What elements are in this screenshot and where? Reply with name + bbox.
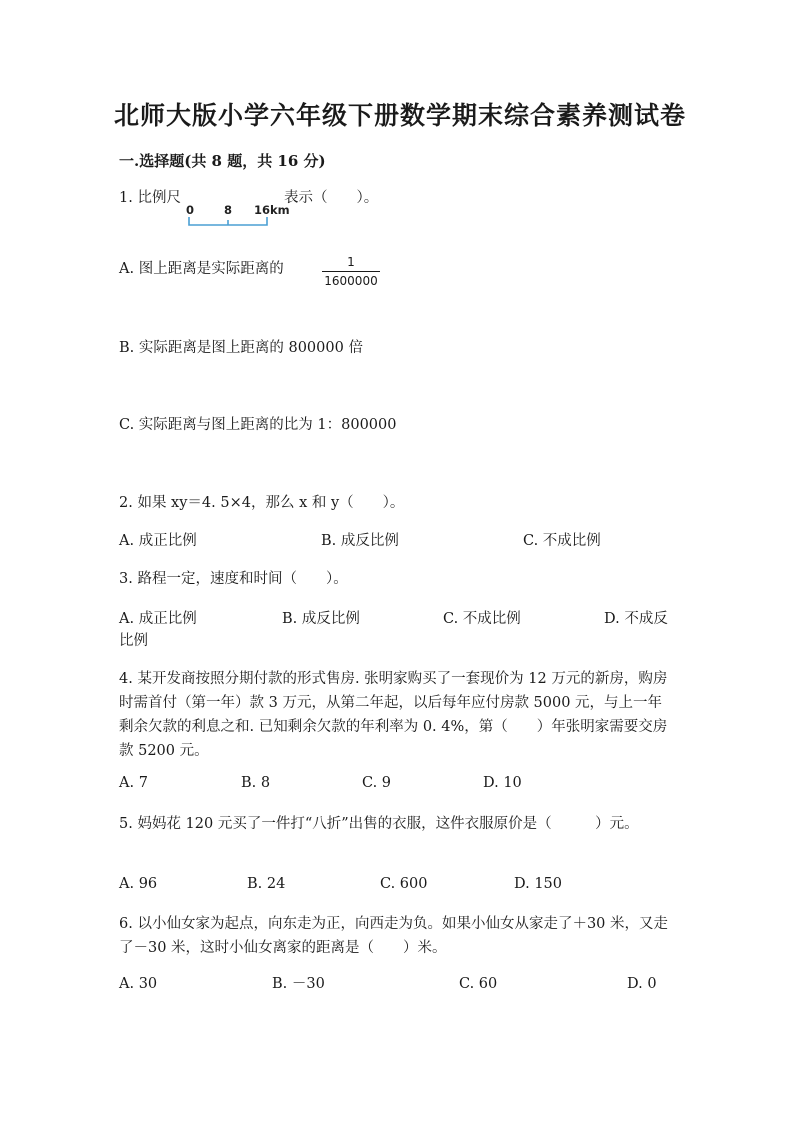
q6-option-c: C. 60 — [459, 976, 498, 992]
q5-option-c: C. 600 — [380, 876, 428, 892]
page-title: 北师大版小学六年级下册数学期末综合素养测试卷 — [113, 101, 686, 130]
fraction-numerator: 1 — [347, 255, 355, 269]
q1-stem-suffix: 表示（ ）。 — [284, 190, 379, 206]
q3-option-d-wrap: 比例 — [119, 633, 148, 649]
q5-option-b: B. 24 — [247, 876, 286, 892]
q3-stem: 3. 路程一定，速度和时间（ ）。 — [119, 571, 348, 587]
q4-option-a: A. 7 — [119, 775, 148, 791]
scale-label-0: 0 — [186, 203, 195, 217]
scale-bar-line — [186, 203, 286, 233]
q3-option-b: B. 成反比例 — [282, 611, 360, 627]
q4-option-d: D. 10 — [483, 775, 522, 791]
q3-option-d: D. 不成反 — [604, 611, 668, 627]
q4-stem: 4. 某开发商按照分期付款的形式售房. 张明家购买了一套现价为 12 万元的新房，购房时需首付（第一年）款 3 万元，从第二年起，以后每年应付房款 5000 元，与上一年剩余欠款的利息之和. 已知剩余欠款的年利率为 0. 4%，第（ ）年张明家需要交房款 5200 元。 — [119, 671, 668, 759]
q2-option-b: B. 成反比例 — [321, 533, 399, 549]
q6-option-a: A. 30 — [119, 976, 158, 992]
scale-bar-figure — [186, 203, 290, 233]
q3-option-a: A. 成正比例 — [119, 611, 197, 627]
fraction-bar — [322, 271, 380, 272]
q5-option-d: D. 150 — [514, 876, 563, 892]
fraction — [322, 254, 380, 289]
q5-stem: 5. 妈妈花 120 元买了一件打“八折”出售的衣服，这件衣服原价是（ ）元。 — [119, 816, 639, 832]
q2-stem: 2. 如果 xy＝4. 5×4，那么 x 和 y（ ）。 — [119, 495, 405, 511]
q1-option-b: B. 实际距离是图上距离的 800000 倍 — [119, 340, 363, 356]
q6-option-d: D. 0 — [627, 976, 657, 992]
q1-option-c: C. 实际距离与图上距离的比为 1：800000 — [119, 417, 397, 433]
q3-option-c: C. 不成比例 — [443, 611, 521, 627]
section-heading: 一.选择题(共 8 题，共 16 分) — [119, 152, 326, 170]
q2-option-a: A. 成正比例 — [119, 533, 197, 549]
fraction-denominator: 1600000 — [324, 274, 378, 288]
q1-stem-prefix: 1. 比例尺 — [119, 190, 181, 206]
q4-option-c: C. 9 — [362, 775, 392, 791]
scale-label-16km: 16km — [254, 203, 290, 217]
q6-option-b: B. －30 — [272, 976, 325, 992]
q5-option-a: A. 96 — [119, 876, 158, 892]
scale-label-8: 8 — [224, 203, 233, 217]
q4-option-b: B. 8 — [241, 775, 271, 791]
q2-option-c: C. 不成比例 — [523, 533, 601, 549]
q1-option-a: A. 图上距离是实际距离的 — [119, 261, 284, 277]
q6-stem: 6. 以小仙女家为起点，向东走为正，向西走为负。如果小仙女从家走了＋30 米，又走了－30 米，这时小仙女离家的距离是（ ）米。 — [119, 916, 669, 956]
